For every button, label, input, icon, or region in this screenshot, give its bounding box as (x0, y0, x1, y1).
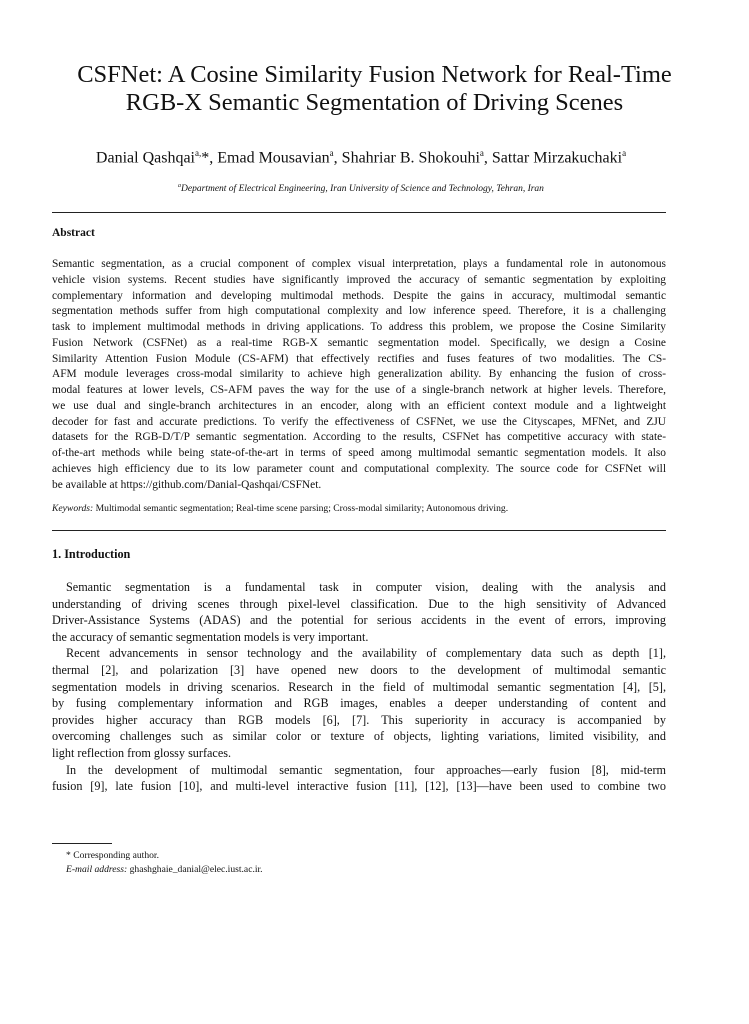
paragraph-line: segmentation models in driving scenarios. Research in the field of multimodal semantic segmentation [4], [5], (52, 679, 666, 694)
footnote-corresponding: * Corresponding author. (66, 850, 159, 861)
abstract-line: vehicle vision systems. Recent studies have significantly improved the accuracy of semantic segmentation by exploiting (52, 273, 666, 286)
paragraph-line: overcoming challenges such as similar color or texture of objects, lighting variations, limited visibility, and (52, 729, 666, 744)
keywords-text: Multimodal semantic segmentation; Real-time scene parsing; Cross-modal similarity; Autonomous driving. (93, 503, 509, 514)
abstract-line: of-the-art methods while being state-of-the-art in terms of speed among multimodal semantic segmentation models. It also (52, 447, 666, 459)
divider-bottom (52, 530, 666, 531)
author-name: Shahriar B. Shokouhi (341, 149, 480, 167)
author-affil-mark: a (479, 148, 484, 158)
email-address: ghashghaie_danial@elec.iust.ac.ir. (127, 864, 263, 875)
author-name: Danial Qashqai (95, 149, 195, 167)
abstract-heading: Abstract (52, 227, 95, 239)
introduction-heading: 1. Introduction (52, 547, 131, 561)
abstract-line: segmentation methods suffer from high computational complexity and low inference speed. Therefore, it is a challenging (52, 305, 666, 318)
abstract-body (52, 257, 666, 493)
abstract-line: Fusion Network (CSFNet) as a real-time RGB-X semantic segmentation model. Specifically, we design a Cosine (52, 336, 666, 349)
paragraph-line: Semantic segmentation is a fundamental task in computer vision, dealing with the analysis and (66, 580, 666, 594)
affiliation-mark: a (178, 183, 182, 189)
abstract-line: achieves high efficiency due to its low parameter count and computational complexity. The source code for CSFNet will (52, 462, 666, 475)
abstract-line: datasets for the RGB-D/T/P semantic segmentation. According to the results, CSFNet has competitive accuracy with state- (52, 431, 666, 444)
abstract-line: we use dual and single-branch architectures in an encoder, along with an efficient context module and a lightweight (52, 399, 666, 412)
keywords-label: Keywords: (52, 503, 94, 514)
paragraph-line: Driver-Assistance Systems (ADAS) and the potential for serious accidents in the event of errors, improving (52, 613, 666, 628)
introduction-paragraph (52, 579, 666, 645)
author-affil-mark: a, (195, 148, 202, 158)
paragraph-line: provides higher accuracy than RGB models [6], [7]. This superiority in accuracy is accompanied by (52, 712, 666, 727)
author-name: Emad Mousavian (217, 149, 330, 167)
introduction-body (52, 579, 666, 795)
keywords (52, 503, 508, 514)
abstract-line: AFM module leverages cross-modal similarity to achieve high generalization ability. By enhancing the fusion of cross- (52, 368, 666, 381)
paragraph-line: the accuracy of semantic segmentation models is very important. (52, 629, 369, 644)
corresponding-mark: * (201, 149, 210, 167)
paragraph-line: by fusing complementary information and RGB images, enables a deeper understanding of content and (52, 696, 666, 711)
footnote-email (66, 864, 263, 875)
abstract-line: task to implement multimodal methods in driving applications. To address this problem, we propose the Cosine Similarity (52, 321, 666, 333)
paragraph-line: In the development of multimodal semantic segmentation, four approaches—early fusion [8], mid-term (66, 762, 666, 777)
title-line-1: CSFNet: A Cosine Similarity Fusion Network for Real-Time (77, 61, 672, 88)
paragraph-line: thermal [2], and polarization [3] have opened new doors to the development of multimodal semantic (52, 662, 666, 677)
introduction-paragraph (52, 645, 666, 761)
paragraph-line: Recent advancements in sensor technology and the availability of complementary data such as depth [1], (66, 646, 666, 661)
author-affil-mark: a (329, 148, 334, 158)
divider-top (52, 212, 666, 213)
abstract-line: complementary information and developing multimodal methods. Despite the gains in accuracy, multimodal semantic (52, 289, 666, 302)
paragraph-line: light reflection from glossy surfaces. (52, 745, 232, 760)
footnote-divider (52, 843, 112, 844)
abstract-line: decoder for fast and accurate predictions. To verify the effectiveness of CSFNet, we use the Cityscapes, MFNet, and ZJU (52, 415, 666, 428)
affiliation-text: Department of Electrical Engineering, Iran University of Science and Technology, Tehran, Iran (181, 184, 544, 195)
paragraph-line: fusion [9], late fusion [10], and multi-level interactive fusion [11], [12], [13]—have been used to combine two (52, 779, 666, 794)
affiliation (0, 183, 722, 194)
email-label: E-mail address: (66, 864, 128, 875)
abstract-line: Similarity Attention Fusion Module (CS-AFM) that effectively rectifies and fuses features of two modalities. The CS- (52, 352, 666, 365)
author-name: Sattar Mirzakuchaki (491, 149, 623, 167)
title-line-2: RGB-X Semantic Segmentation of Driving Scenes (125, 89, 624, 116)
author-list: Danial Qashqai$^{a,}$*, Emad Mousavian$^a$, Shahriar B. Shokouhi$^a$, Sattar Mirzakuchaki$^a$ (95, 148, 627, 167)
author-affil-mark: a (622, 148, 627, 158)
abstract-line: be available at https://github.com/Danial-Qashqai/CSFNet. (52, 478, 322, 491)
paper-title (0, 61, 749, 117)
abstract-line: Semantic segmentation, as a crucial component of complex visual interpretation, plays a fundamental role in autonomous (52, 258, 666, 270)
introduction-paragraph (52, 762, 666, 795)
paragraph-line: understanding of driving scenes through pixel-level classification. Due to the high sensitivity of Advanced (52, 596, 666, 611)
abstract-line: modal features at lower levels, CS-AFM paves the way for the use of a single-branch network at higher levels. Therefore, (52, 384, 666, 396)
